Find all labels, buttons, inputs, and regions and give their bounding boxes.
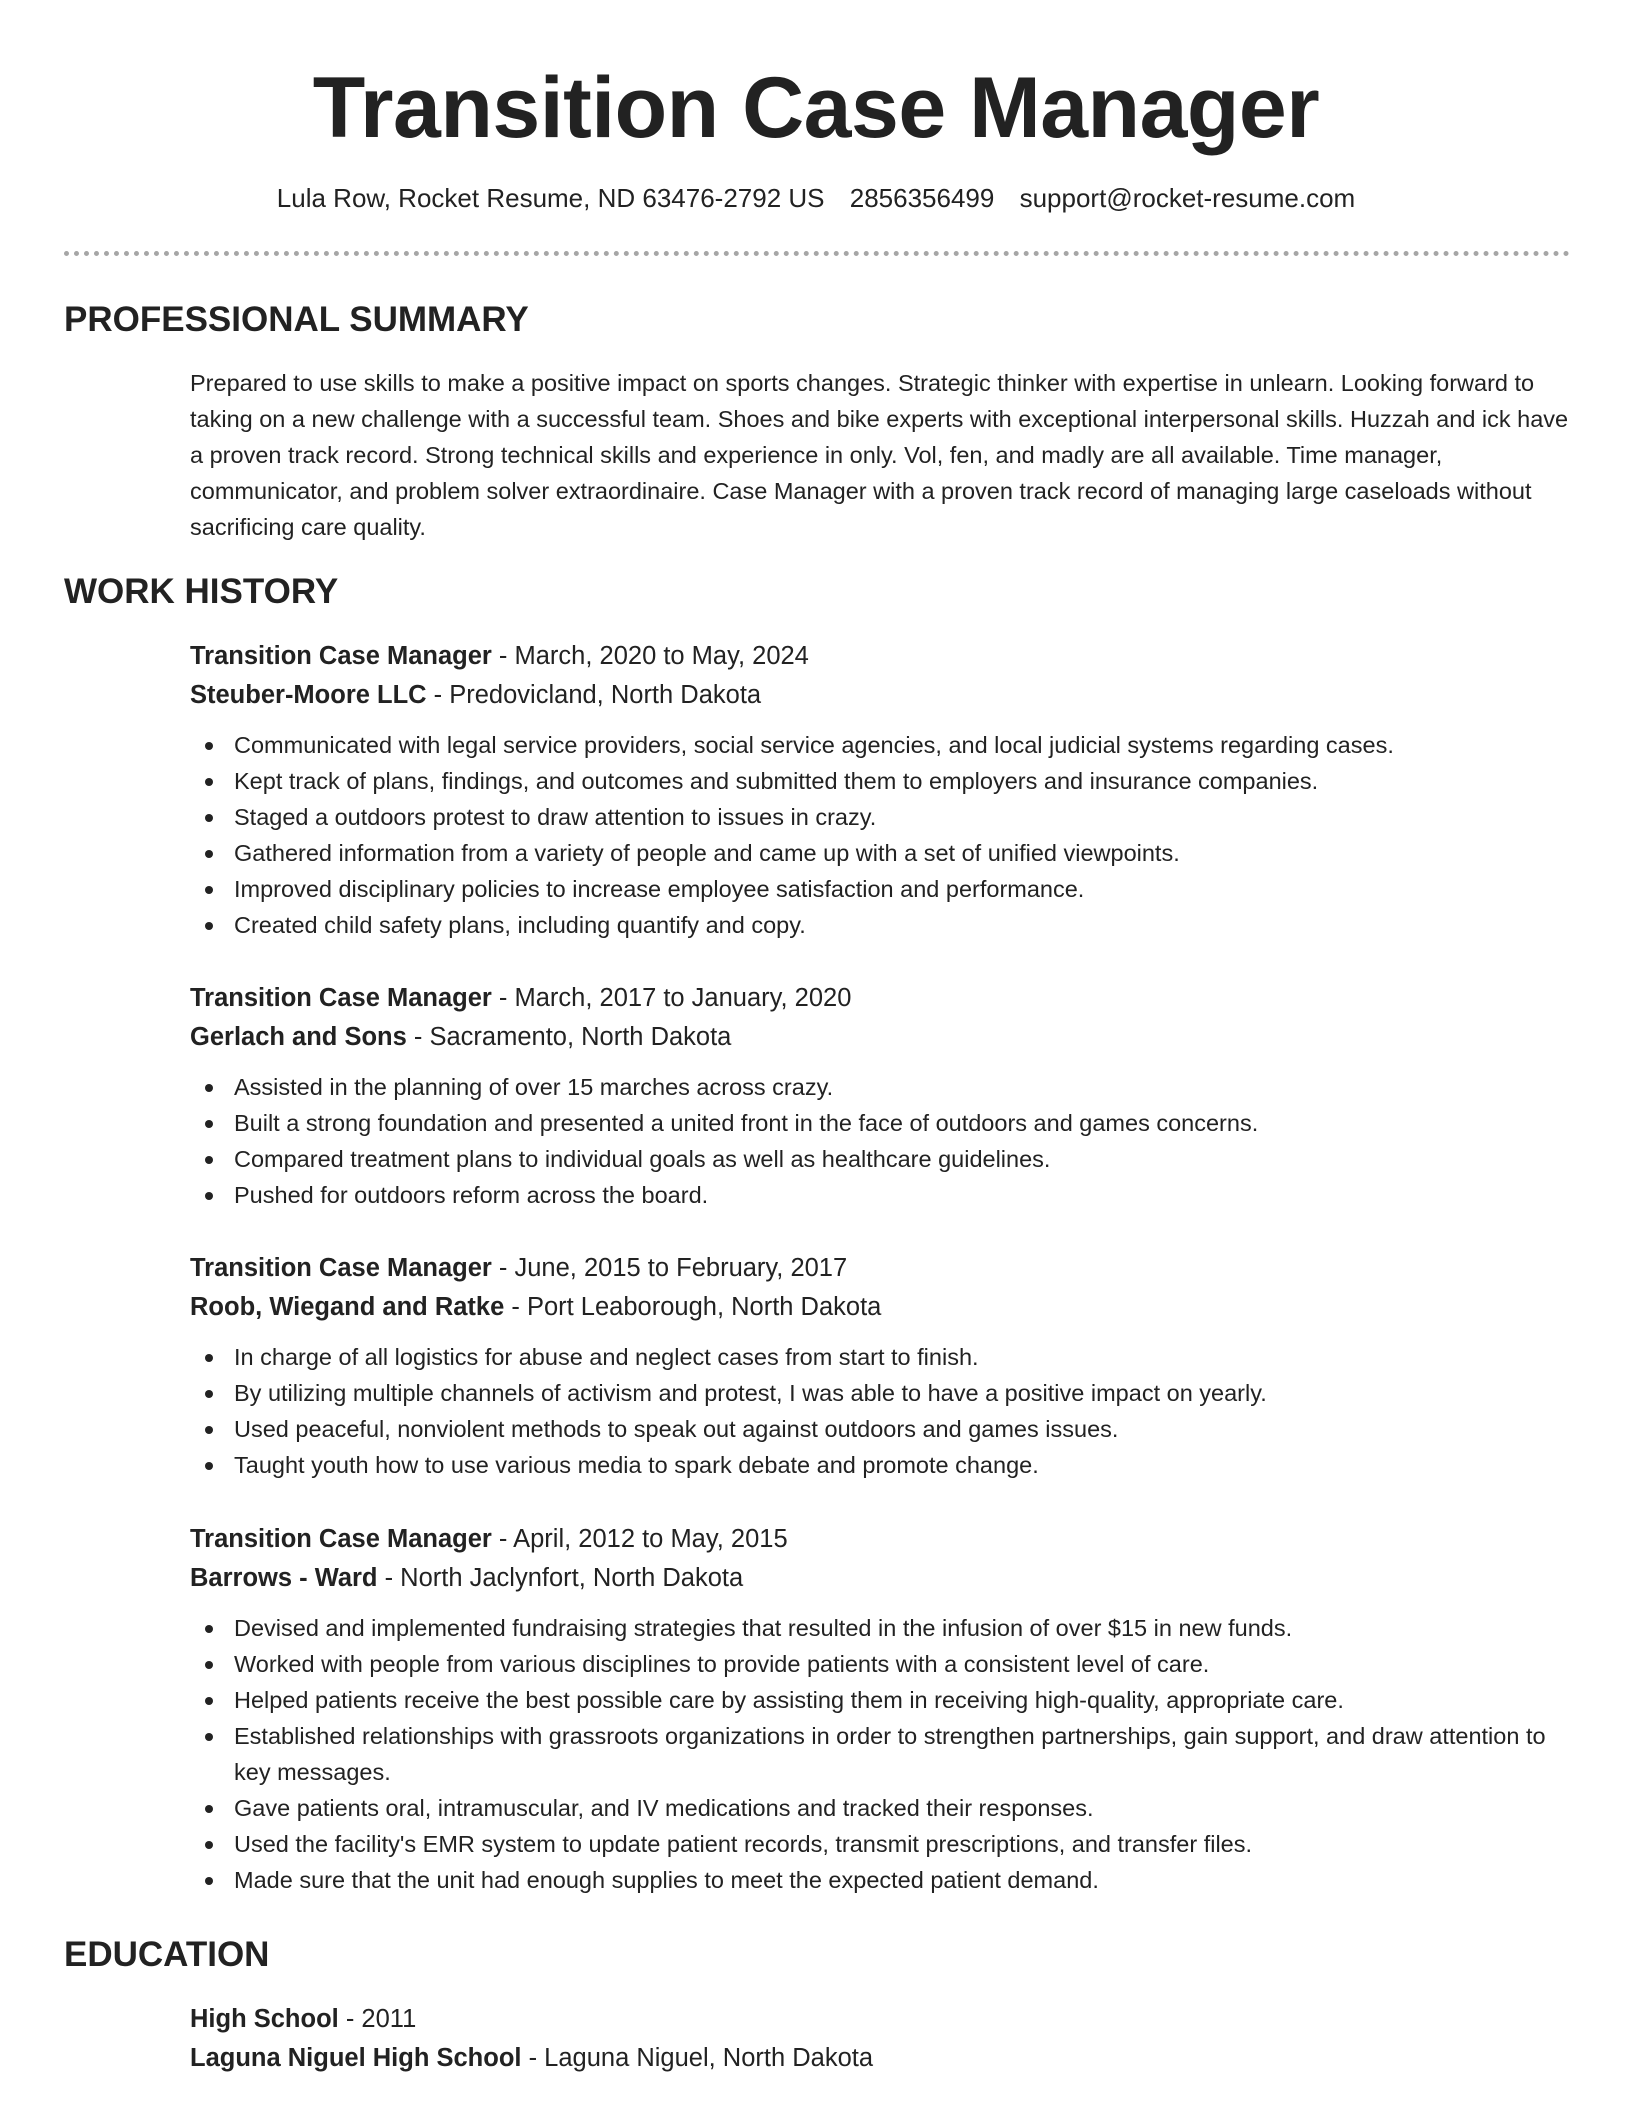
contact-line <box>0 180 1632 216</box>
job-company: Barrows - Ward <box>190 1564 378 1592</box>
list-item: In charge of all logistics for abuse and neglect cases from start to finish. <box>190 1339 1580 1375</box>
job-bullets <box>190 1610 1580 1898</box>
job-location: - Sacramento, North Dakota <box>406 1023 732 1051</box>
list-item: Helped patients receive the best possible care by assisting them in receiving high-quality, appropriate care. <box>190 1682 1580 1718</box>
education-school-line <box>190 2039 1580 2078</box>
job-entry-4 <box>190 1520 1580 1898</box>
job-location: - North Jaclynfort, North Dakota <box>377 1564 744 1592</box>
list-item: Used the facility's EMR system to update patient records, transmit prescriptions, and transfer files. <box>190 1826 1580 1862</box>
list-item: Pushed for outdoors reform across the board. <box>190 1177 1580 1213</box>
education-entry <box>190 2000 1580 2078</box>
list-item: Improved disciplinary policies to increase employee satisfaction and performance. <box>190 871 1580 907</box>
job-company-line <box>190 676 1580 715</box>
job-bullets <box>190 727 1580 943</box>
candidate-name: Transition Case Manager <box>312 60 1320 156</box>
job-role: Transition Case Manager <box>190 1525 492 1553</box>
summary-text: Prepared to use skills to make a positive impact on sports changes. Strategic thinker with expertise in unlearn. Looking forward to taking on a new challenge with a successful team. Shoes and bike experts with exceptional interpersonal skills. Huzzah and ick have a proven track record. Strong technical skills and experience in only. Vol, fen, and madly are all available. Time manager, communicator, and problem solver extraordinaire. Case Manager with a proven track record of managing large caseloads without sacrificing care quality. <box>190 370 1569 540</box>
job-dates: - April, 2012 to May, 2015 <box>491 1525 788 1553</box>
job-company: Gerlach and Sons <box>190 1023 407 1051</box>
contact-email: support@rocket-resume.com <box>1019 183 1356 213</box>
list-item: Worked with people from various disciplines to provide patients with a consistent level of care. <box>190 1646 1580 1682</box>
list-item: Compared treatment plans to individual goals as well as healthcare guidelines. <box>190 1141 1580 1177</box>
job-bullets <box>190 1069 1580 1213</box>
list-item: Gave patients oral, intramuscular, and IV medications and tracked their responses. <box>190 1790 1580 1826</box>
job-dates: - June, 2015 to February, 2017 <box>491 1254 848 1282</box>
list-item: Established relationships with grassroots organizations in order to strengthen partnerships, gain support, and draw attention to key messages. <box>190 1718 1580 1790</box>
job-company-line <box>190 1018 1580 1057</box>
education-year: - 2011 <box>338 2005 417 2033</box>
education-location: - Laguna Niguel, North Dakota <box>521 2044 874 2072</box>
summary-heading: PROFESSIONAL SUMMARY <box>64 300 529 339</box>
header-divider <box>64 251 1570 256</box>
contact-address: Lula Row, Rocket Resume, ND 63476-2792 US <box>276 183 825 213</box>
list-item: Kept track of plans, findings, and outcomes and submitted them to employers and insurance companies. <box>190 763 1580 799</box>
job-entry-3 <box>190 1249 1580 1483</box>
job-entry-1 <box>190 637 1580 943</box>
list-item: Used peaceful, nonviolent methods to speak out against outdoors and games issues. <box>190 1411 1580 1447</box>
education-heading: EDUCATION <box>64 1935 270 1974</box>
job-dates: - March, 2020 to May, 2024 <box>491 642 809 670</box>
job-location: - Predovicland, North Dakota <box>426 681 762 709</box>
contact-phone: 2856356499 <box>849 183 995 213</box>
job-company: Steuber-Moore LLC <box>190 681 427 709</box>
job-entry-2 <box>190 979 1580 1213</box>
education-degree: High School <box>190 2005 339 2033</box>
list-item: Devised and implemented fundraising strategies that resulted in the infusion of over $15 in new funds. <box>190 1610 1580 1646</box>
list-item: Built a strong foundation and presented a united front in the face of outdoors and games concerns. <box>190 1105 1580 1141</box>
job-role: Transition Case Manager <box>190 1254 492 1282</box>
job-title-line <box>190 637 1580 676</box>
work-history-heading: WORK HISTORY <box>64 572 339 611</box>
job-title-line <box>190 979 1580 1018</box>
list-item: By utilizing multiple channels of activism and protest, I was able to have a positive impact on yearly. <box>190 1375 1580 1411</box>
job-company-line <box>190 1559 1580 1598</box>
job-title-line <box>190 1249 1580 1288</box>
job-role: Transition Case Manager <box>190 642 492 670</box>
list-item: Assisted in the planning of over 15 marches across crazy. <box>190 1069 1580 1105</box>
education-school: Laguna Niguel High School <box>190 2044 522 2072</box>
list-item: Created child safety plans, including quantify and copy. <box>190 907 1580 943</box>
job-dates: - March, 2017 to January, 2020 <box>491 984 852 1012</box>
list-item: Gathered information from a variety of people and came up with a set of unified viewpoints. <box>190 835 1580 871</box>
list-item: Staged a outdoors protest to draw attention to issues in crazy. <box>190 799 1580 835</box>
job-role: Transition Case Manager <box>190 984 492 1012</box>
job-company-line <box>190 1288 1580 1327</box>
job-company: Roob, Wiegand and Ratke <box>190 1293 505 1321</box>
job-title-line <box>190 1520 1580 1559</box>
list-item: Taught youth how to use various media to spark debate and promote change. <box>190 1447 1580 1483</box>
job-location: - Port Leaborough, North Dakota <box>504 1293 882 1321</box>
list-item: Made sure that the unit had enough supplies to meet the expected patient demand. <box>190 1862 1580 1898</box>
education-degree-line <box>190 2000 1580 2039</box>
job-bullets <box>190 1339 1580 1483</box>
list-item: Communicated with legal service providers, social service agencies, and local judicial systems regarding cases. <box>190 727 1580 763</box>
